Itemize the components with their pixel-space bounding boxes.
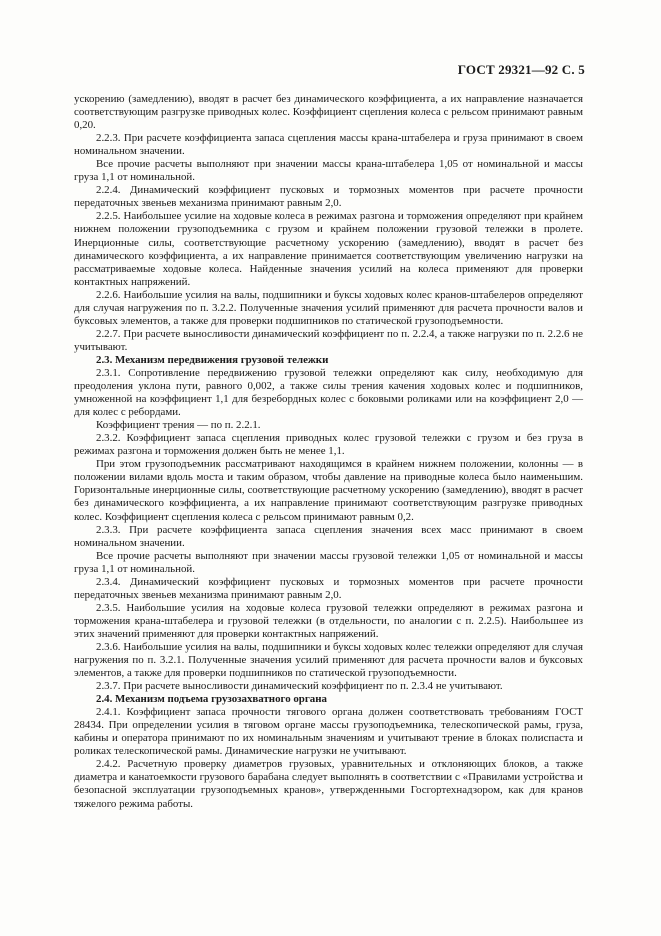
paragraph: При этом грузоподъемник рассматривают находящимся в крайнем нижнем положении, колонны — в положении вилами вдоль моста и таким образом, чтобы давление на приводные колеса было наименьшим. Горизонтальные инерционные силы, соответствующие расчетному ускорению (замедлению), вводят в расчет без динамического коэффициента, а их направление принимают соответствующим разгрузке приводных колес. Коэффициент сцепления колеса с рельсом принимают равным 0,2. (74, 458, 583, 523)
section-heading: 2.4. Механизм подъема грузозахватного органа (96, 693, 327, 706)
paragraph: 2.4.2. Расчетную проверку диаметров грузовых, уравнительных и отклоняющих блоков, а также диаметра и канатоемкости грузового барабана следует выполнять в соответствии с «Правилами устройства и безопасной эксплуатации грузоподъемных кранов», утвержденными Госгортехнадзором, как для кранов тяжелого режима работы. (74, 758, 583, 810)
paragraph: ускорению (замедлению), вводят в расчет без динамического коэффициента, а их направление назначается соответствующим разгрузке приводных колес. Коэффициент сцепления колеса с рельсом принимают равным 0,20. (74, 93, 583, 132)
paragraph: 2.4.1. Коэффициент запаса прочности тягового органа должен соответствовать требованиям ГОСТ 28434. При определении усилия в тяговом органе массы грузоподъемника, телескопической рамы, груза, кабины и оператора принимают по их номинальным значениям и учитывают трение в блоках полиспаста и роликах телескопической рамы. Динамические нагрузки не учитывают. (74, 706, 583, 758)
section-heading: 2.3. Механизм передвижения грузовой тележки (96, 353, 329, 366)
paragraph: 2.2.3. При расчете коэффициента запаса сцепления массы крана-штабелера и груза принимают в своем номинальном значении. (74, 132, 583, 158)
paragraph: Все прочие расчеты выполняют при значении массы крана-штабелера 1,05 от номинальной и массы груза 1,1 от номинальной. (74, 158, 583, 184)
paragraph: 2.2.5. Наибольшее усилие на ходовые колеса в режимах разгона и торможения определяют при крайнем нижнем положении грузоподъемника с грузом и крайнем положении грузовой тележки в пролете. Инерционные силы, соответствующие расчетному ускорению (замедлению), вводят в расчет без динамического коэффициента, а их направление принимается соответствующим увеличению нагрузки на рассматриваемые ходовые колеса. Найденные значения усилий на колеса применяют для проверки контактных напряжений. (74, 210, 583, 288)
paragraph: 2.2.4. Динамический коэффициент пусковых и тормозных моментов при расчете прочности передаточных звеньев механизма принимают равным 2,0. (74, 184, 583, 210)
paragraph: 2.3.1. Сопротивление передвижению грузовой тележки определяют как силу, необходимую для преодоления уклона пути, равного 0,002, а также силы трения качения ходовых колес и подшипников, умноженной на коэффициент 1,1 для безребордных колес с боковыми роликами или на коэффициент 2,0 — для колес с ребордами. (74, 366, 583, 419)
paragraph: 2.2.6. Наибольшие усилия на валы, подшипники и буксы ходовых колес кранов-штабелеров определяют для случая нагружения по п. 3.2.2. Полученные значения усилий применяют для расчета прочности валов и буксовых элементов, а также для проверки подшипников по статической грузоподъемности. (74, 288, 583, 327)
paragraph: 2.3.7. При расчете выносливости динамический коэффициент по п. 2.3.4 не учитывают. (96, 680, 503, 693)
paragraph: Все прочие расчеты выполняют при значении массы грузовой тележки 1,05 от номинальной и массы груза 1,1 от номинальной. (74, 549, 583, 575)
document-body (74, 93, 583, 811)
paragraph: 2.3.6. Наибольшие усилия на валы, подшипники и буксы ходовых колес тележки определяют для случая нагружения по п. 3.2.1. Полученные значения усилий применяют для расчета прочности валов и буксовых элементов, а также для проверки подшипников по статической грузоподъемности. (74, 640, 583, 680)
paragraph: Коэффициент трения — по п. 2.2.1. (96, 419, 261, 432)
page-header: ГОСТ 29321—92 С. 5 (457, 62, 585, 77)
paragraph: 2.3.5. Наибольшие усилия на ходовые колеса грузовой тележки определяют в режимах разгона и торможения крана-штабелера и грузовой тележки (в отдельности, по аналогии с п. 2.2.5). Наибольшее из этих значений применяют для проверки контактных напряжений. (74, 601, 583, 640)
paragraph: 2.3.4. Динамический коэффициент пусковых и тормозных моментов при расчете прочности передаточных звеньев механизма принимают равным 2,0. (74, 575, 583, 601)
paragraph: 2.3.3. При расчете коэффициента запаса сцепления значения всех масс принимают в своем номинальном значении. (74, 523, 583, 549)
paragraph: 2.3.2. Коэффициент запаса сцепления приводных колес грузовой тележки с грузом и без груза в режимах разгона и торможения должен быть не менее 1,1. (74, 432, 583, 458)
paragraph: 2.2.7. При расчете выносливости динамический коэффициент по п. 2.2.4, а также нагрузки по п. 2.2.6 не учитывают. (74, 327, 583, 353)
